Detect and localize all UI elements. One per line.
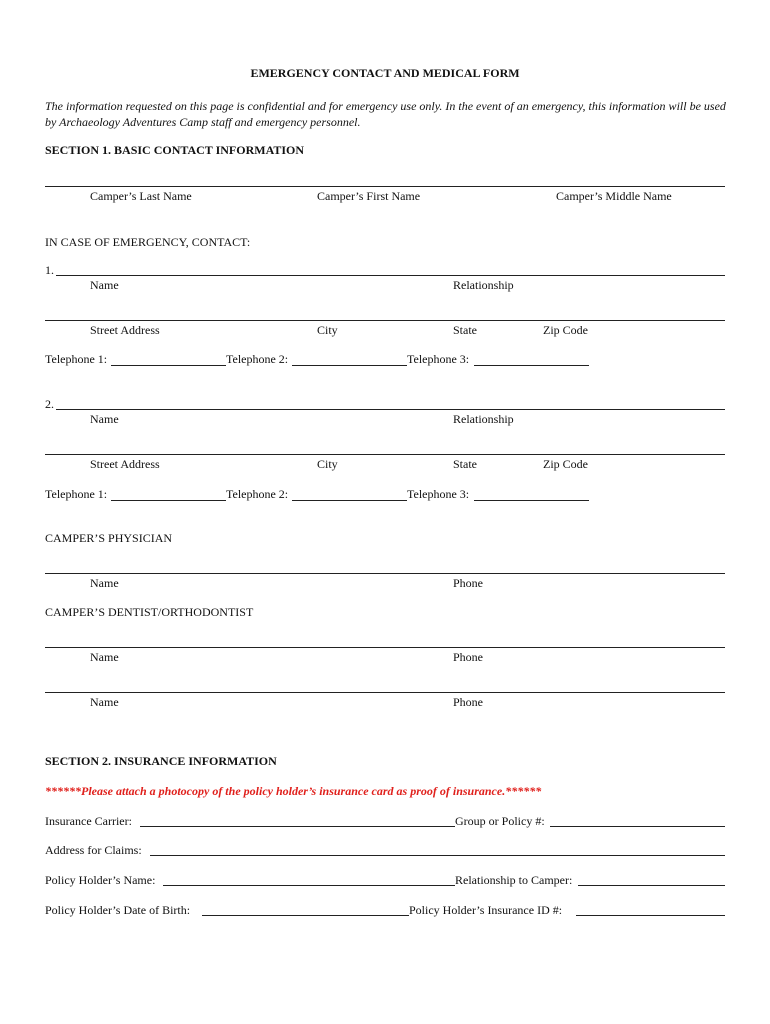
- contact1-tel3-label: Telephone 3:: [407, 352, 470, 366]
- contact1-tel3-field[interactable]: [474, 365, 589, 366]
- contact1-address-field[interactable]: [45, 320, 725, 321]
- insurance-id-field[interactable]: [576, 915, 725, 916]
- contact2-address-field[interactable]: [45, 454, 725, 455]
- physician-phone-label: Phone: [453, 576, 483, 590]
- contact2-name-field[interactable]: [56, 409, 725, 410]
- carrier-label: Insurance Carrier:: [45, 814, 132, 828]
- claims-address-field[interactable]: [150, 855, 725, 856]
- camper-last-label: Camper’s Last Name: [90, 189, 192, 203]
- form-title: EMERGENCY CONTACT AND MEDICAL FORM: [250, 66, 520, 80]
- group-field[interactable]: [550, 826, 725, 827]
- intro-text: The information requested on this page is confidential and for emergency use only. In the event of an emergency, this information will be used by Archaeology Adventures Camp staff and emergency personnel.: [45, 99, 726, 129]
- dentist1-name-label: Name: [90, 650, 119, 664]
- dentist1-phone-label: Phone: [453, 650, 483, 664]
- holder-dob-label: Policy Holder’s Date of Birth:: [45, 903, 191, 917]
- contact2-city-label: City: [317, 457, 338, 471]
- camper-middle-label: Camper’s Middle Name: [556, 189, 672, 203]
- contact2-tel3-label: Telephone 3:: [407, 487, 470, 501]
- dentist2-field[interactable]: [45, 692, 725, 693]
- dentist2-phone-label: Phone: [453, 695, 483, 709]
- contact1-number: 1.: [45, 263, 54, 277]
- contact2-tel2-field[interactable]: [292, 500, 407, 501]
- dentist1-field[interactable]: [45, 647, 725, 648]
- contact2-tel2-label: Telephone 2:: [226, 487, 289, 501]
- physician-name-label: Name: [90, 576, 119, 590]
- section2-heading: SECTION 2. INSURANCE INFORMATION: [45, 754, 277, 768]
- contact2-tel1-field[interactable]: [111, 500, 226, 501]
- insurance-id-label: Policy Holder’s Insurance ID #:: [409, 903, 563, 917]
- relationship-camper-field[interactable]: [578, 885, 725, 886]
- holder-dob-field[interactable]: [202, 915, 409, 916]
- camper-name-field[interactable]: [45, 186, 725, 187]
- insurance-notice: ******Please attach a photocopy of the policy holder’s insurance card as proof of insurance.******: [45, 784, 542, 798]
- contact1-zip-label: Zip Code: [543, 323, 588, 337]
- contact2-tel3-field[interactable]: [474, 500, 589, 501]
- dentist2-name-label: Name: [90, 695, 119, 709]
- emergency-heading: IN CASE OF EMERGENCY, CONTACT:: [45, 235, 251, 249]
- group-label: Group or Policy #:: [455, 814, 545, 828]
- contact1-tel2-label: Telephone 2:: [226, 352, 289, 366]
- contact1-street-label: Street Address: [90, 323, 160, 337]
- contact2-street-label: Street Address: [90, 457, 160, 471]
- physician-field[interactable]: [45, 573, 725, 574]
- contact2-tel1-label: Telephone 1:: [45, 487, 108, 501]
- holder-name-label: Policy Holder’s Name:: [45, 873, 156, 887]
- contact2-name-label: Name: [90, 412, 119, 426]
- contact1-tel2-field[interactable]: [292, 365, 407, 366]
- holder-name-field[interactable]: [163, 885, 455, 886]
- contact1-state-label: State: [453, 323, 477, 337]
- contact2-state-label: State: [453, 457, 477, 471]
- relationship-camper-label: Relationship to Camper:: [455, 873, 573, 887]
- carrier-field[interactable]: [140, 826, 455, 827]
- contact2-relationship-label: Relationship: [453, 412, 514, 426]
- camper-first-label: Camper’s First Name: [317, 189, 421, 203]
- contact1-name-label: Name: [90, 278, 119, 292]
- claims-address-label: Address for Claims:: [45, 843, 142, 857]
- dentist-heading: CAMPER’S DENTIST/ORTHODONTIST: [45, 605, 254, 619]
- contact1-tel1-field[interactable]: [111, 365, 226, 366]
- contact1-relationship-label: Relationship: [453, 278, 514, 292]
- contact2-zip-label: Zip Code: [543, 457, 588, 471]
- contact2-number: 2.: [45, 397, 54, 411]
- contact1-tel1-label: Telephone 1:: [45, 352, 108, 366]
- physician-heading: CAMPER’S PHYSICIAN: [45, 531, 173, 545]
- contact1-name-field[interactable]: [56, 275, 725, 276]
- contact1-city-label: City: [317, 323, 338, 337]
- section1-heading: SECTION 1. BASIC CONTACT INFORMATION: [45, 143, 305, 157]
